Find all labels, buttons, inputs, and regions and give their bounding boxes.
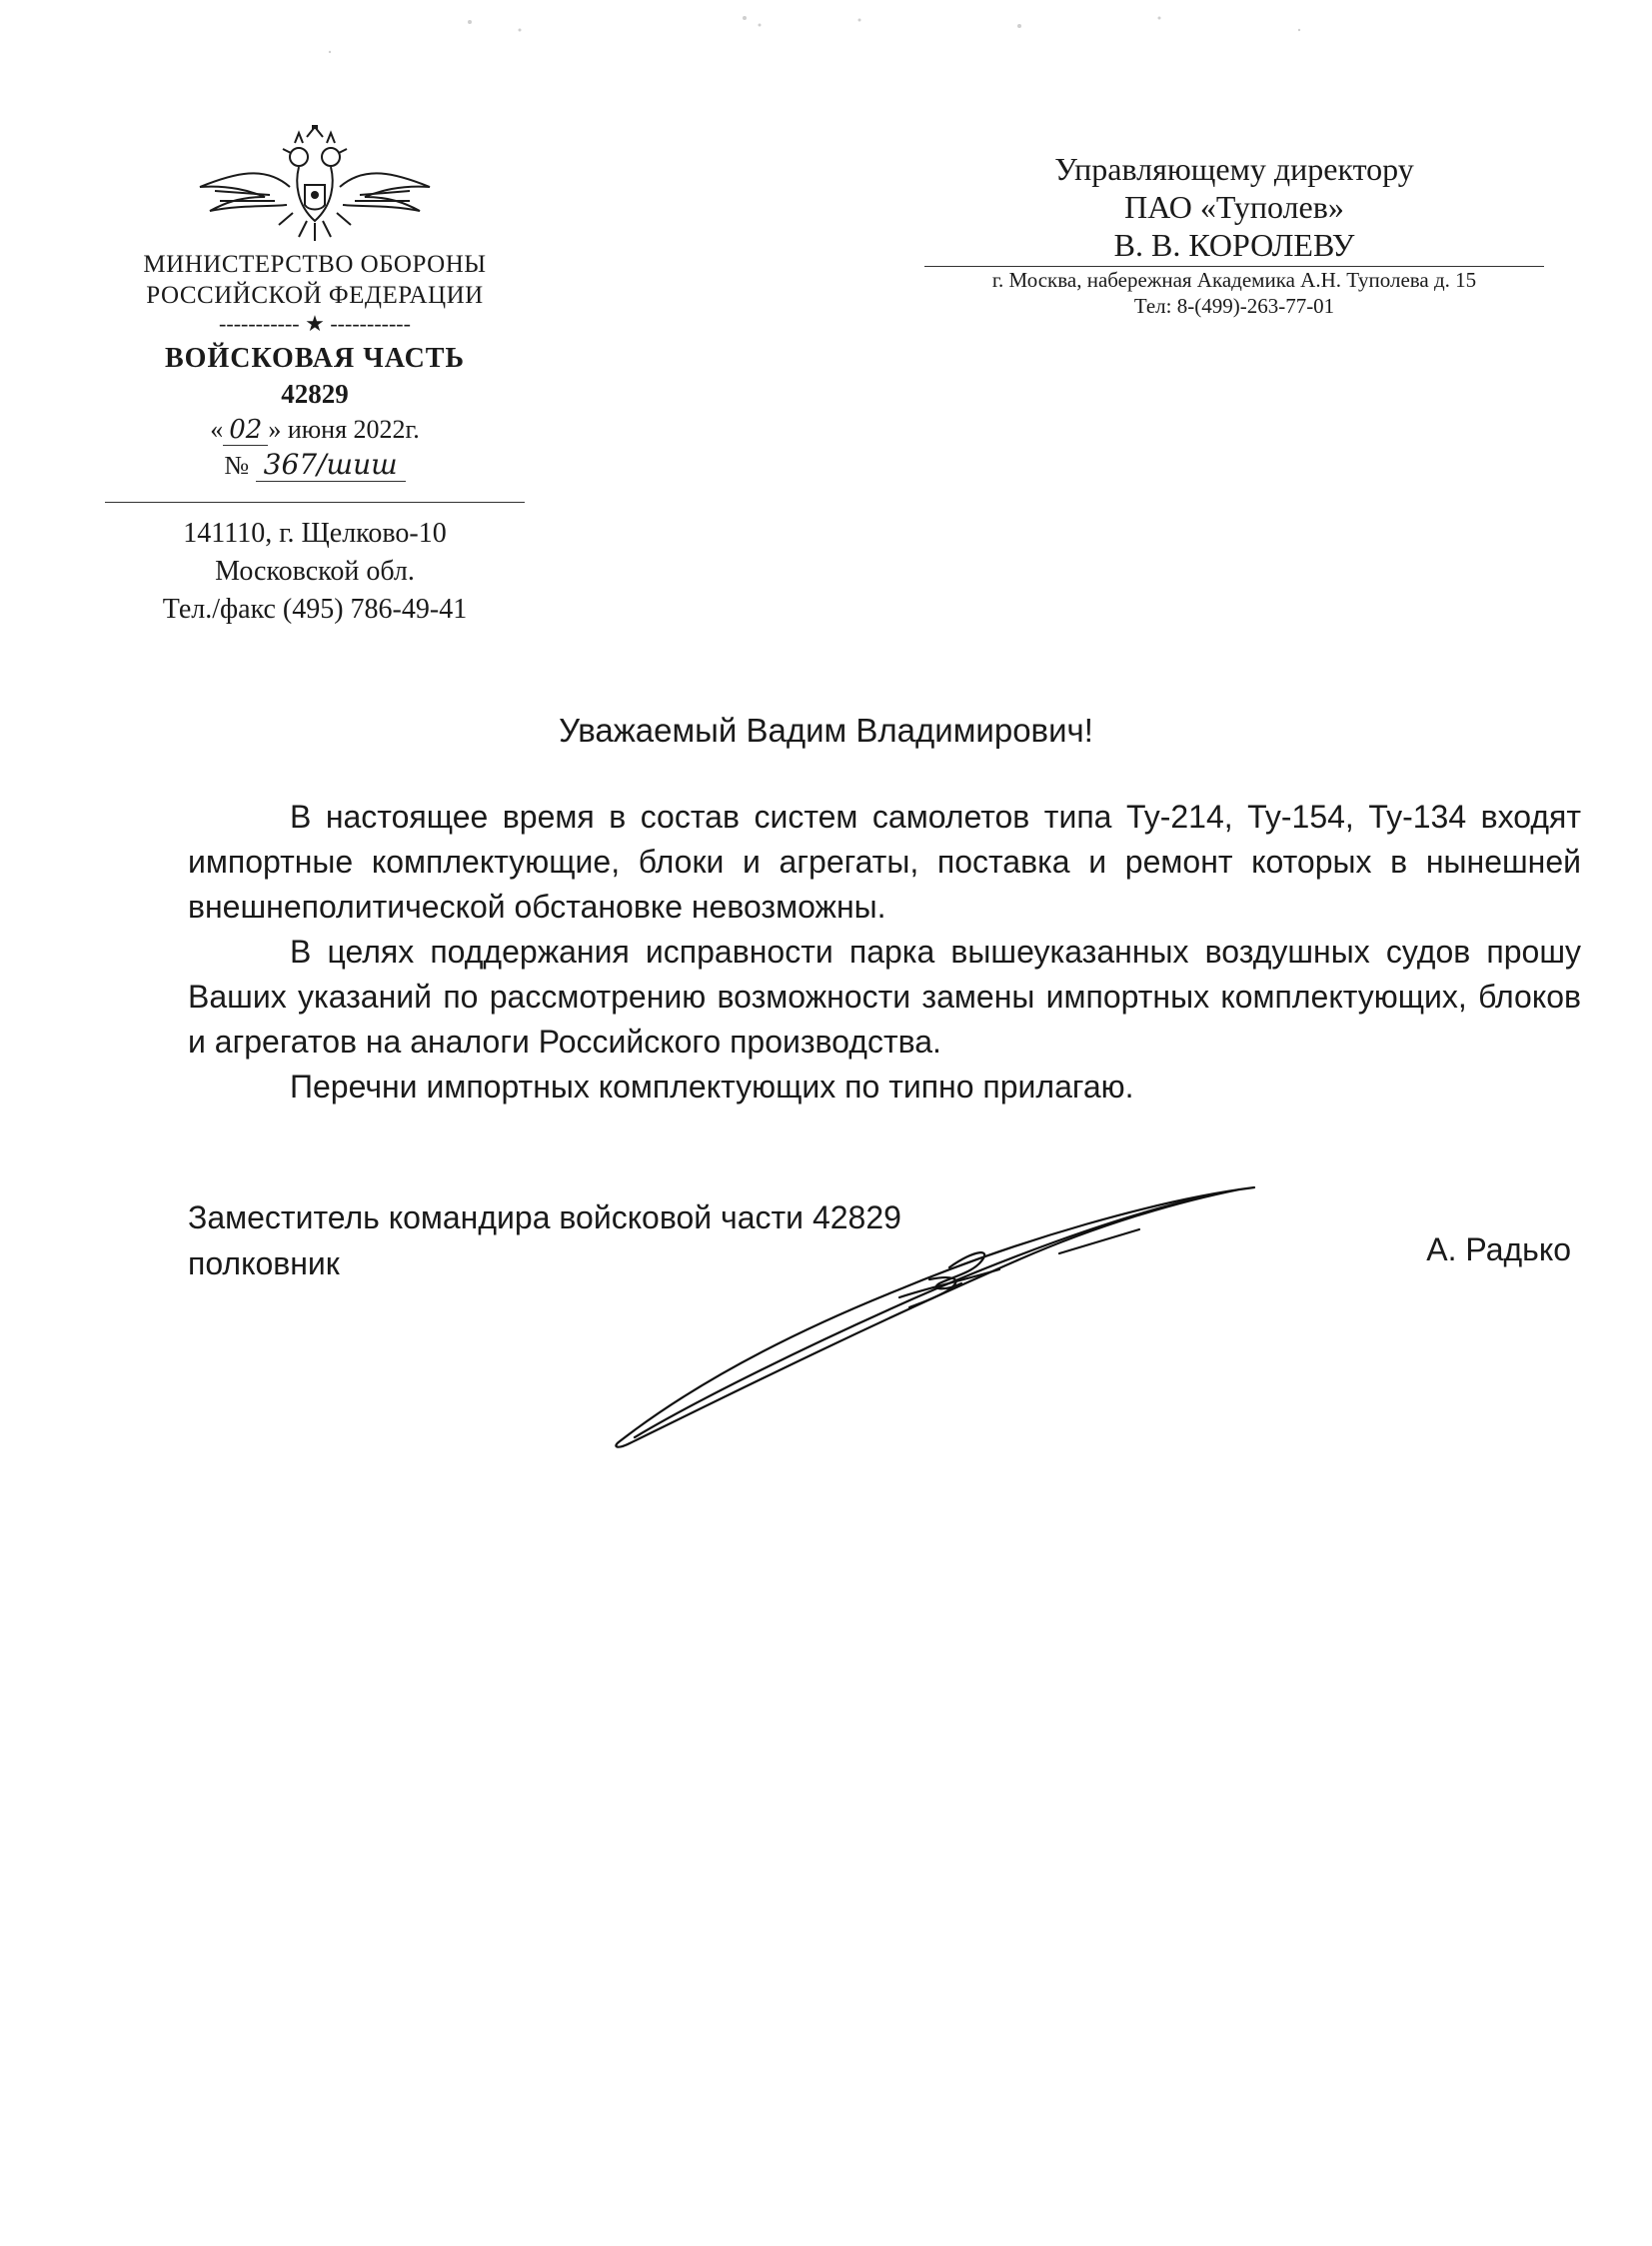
paragraph-1: В настоящее время в состав систем самолетов типа Ту-214, Ту-154, Ту-134 входят импортные комплектующие, блоки и агрегаты, поставка и ремонт которых в нынешней внешнеполитической обстановке невозможны. [188,799,1581,925]
signatory-rank: полковник [188,1245,340,1281]
addressee-name: В. В. КОРОЛЕВУ [1113,227,1355,263]
scan-specks [0,0,1652,80]
address-line-1: 141110, г. Щелково-10 [183,518,447,549]
date-prefix: « [210,415,224,444]
ministry-name [105,249,525,311]
outgoing-date [105,413,525,447]
star-separator: ----------- ★ ----------- [219,311,411,336]
unit-number: 42829 [281,379,349,409]
date-month-year: » июня 2022г. [268,415,420,444]
registration-number [105,447,525,484]
salutation: Уважаемый Вадим Владимирович! [559,712,1093,749]
letterhead-divider [105,502,525,503]
signatory-name: А. Радько [1426,1231,1571,1267]
reg-prefix: № [224,451,250,480]
addressee-block [904,150,1564,319]
sender-letterhead [105,125,525,629]
unit-title: ВОЙСКОВАЯ ЧАСТЬ [165,343,465,374]
paragraph-3: Перечни импортных комплектующих по типно прилагаю. [290,1069,1134,1105]
ministry-line-1: МИНИСТЕРСТВО ОБОРОНЫ [143,251,487,278]
handwritten-signature [600,1179,1259,1459]
reg-number-handwritten: 367/шиш [256,448,406,482]
sender-address [105,515,525,629]
address-line-2: Московской обл. [215,556,415,587]
addressee-position: Управляющему директору [1054,151,1414,187]
signatory-position: Заместитель командира войсковой части 42829 [188,1199,901,1235]
addressee-company: ПАО «Туполев» [1124,189,1344,225]
addressee-address: г. Москва, набережная Академика А.Н. Туполева д. 15 [991,268,1477,292]
address-line-3: Тел./факс (495) 786-49-41 [162,594,468,625]
date-day-handwritten: 02 [223,415,268,446]
letter-body [188,795,1581,1110]
paragraph-2: В целях поддержания исправности парка вышеуказанных воздушных судов прошу Ваших указаний по рассмотрению возможности замены импортных комплектующих, блоков и агрегатов на аналоги Российского производства. [188,934,1581,1060]
double-headed-eagle-emblem-icon [195,125,435,243]
ministry-line-2: РОССИЙСКОЙ ФЕДЕРАЦИИ [146,282,484,309]
addressee-phone: Тел: 8-(499)-263-77-01 [1133,294,1335,318]
